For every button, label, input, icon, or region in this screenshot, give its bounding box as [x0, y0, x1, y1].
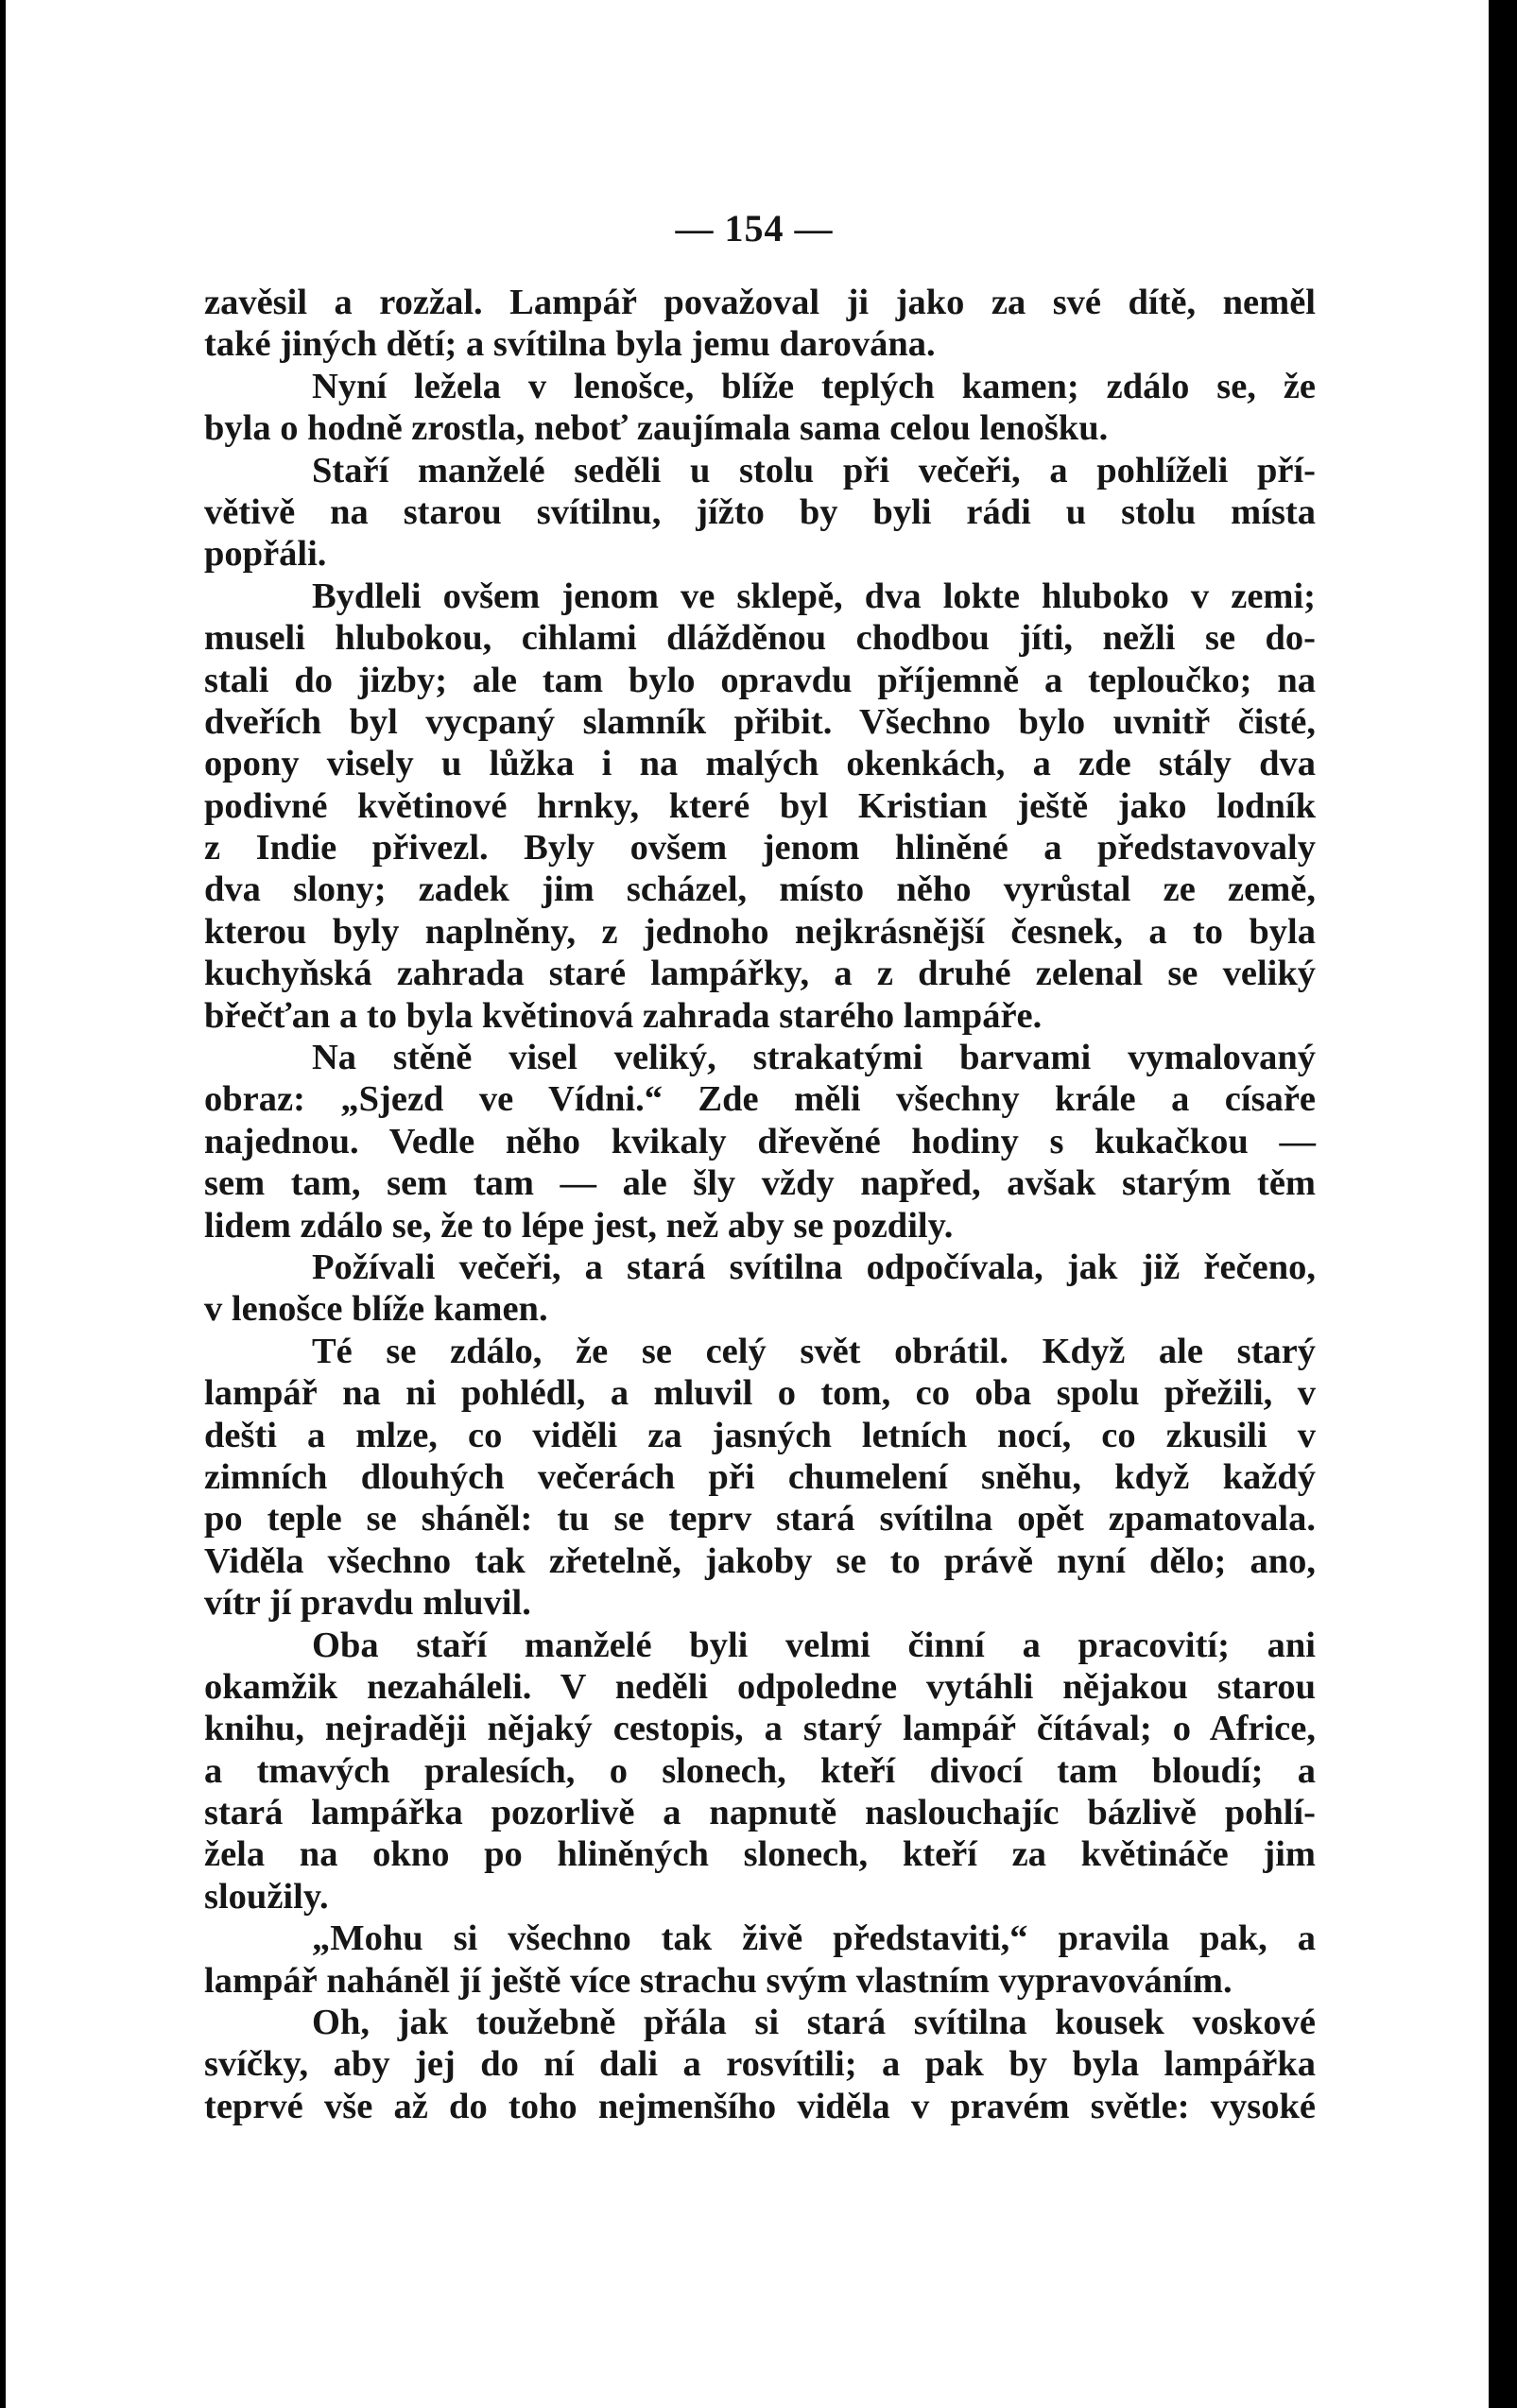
- text-line: po teple se sháněl: tu se teprv stará svítilna opět zpamatovala.: [204, 1499, 1316, 1539]
- text-line: větivě na starou svítilnu, jížto by byli rádi u stolu místa: [204, 491, 1316, 532]
- text-line: žela na okno po hliněných slonech, kteří za květináče jim: [204, 1834, 1316, 1875]
- text-line: Staří manželé seděli u stolu při večeři, a pohlíželi pří-: [312, 450, 1316, 490]
- text-line: dešti a mlze, co viděli za jasných letních nocí, co zkusili v: [204, 1415, 1316, 1455]
- text-line: lampář na ni pohlédl, a mluvil o tom, co oba spolu přežili, v: [204, 1373, 1316, 1414]
- text-line: Viděla všechno tak zřetelně, jakoby se to právě nyní dělo; ano,: [204, 1540, 1316, 1581]
- text-line: také jiných dětí; a svítilna byla jemu darována.: [204, 324, 936, 365]
- text-line: stará lampářka pozorlivě a napnutě naslouchajíc bázlivě pohlí-: [204, 1793, 1316, 1833]
- text-line: svíčky, aby jej do ní dali a rosvítili; a pak by byla lampářka: [204, 2044, 1316, 2085]
- text-line: opony visely u lůžka i na malých okenkách, a zde stály dva: [204, 744, 1316, 784]
- text-line: dva slony; zadek jim scházel, místo něho vyrůstal ze země,: [204, 869, 1316, 910]
- text-line: Oh, jak toužebně přála si stará svítilna kousek voskové: [312, 2003, 1316, 2043]
- text-line: zimních dlouhých večerách při chumelení sněhu, když každý: [204, 1456, 1316, 1497]
- text-line: Požívali večeři, a stará svítilna odpočívala, jak již řečeno,: [312, 1247, 1316, 1287]
- text-line: z Indie přivezl. Byly ovšem jenom hliněné a představovaly: [204, 828, 1316, 869]
- text-line: kterou byly naplněny, z jednoho nejkrásnější česnek, a to byla: [204, 911, 1316, 952]
- text-line: Bydleli ovšem jenom ve sklepě, dva lokte hluboko v zemi;: [312, 576, 1316, 616]
- text-line: zavěsil a rozžal. Lampář považoval ji jako za své dítě, neměl: [204, 283, 1316, 322]
- text-line: Nyní ležela v lenošce, blíže teplých kamen; zdálo se, že: [312, 366, 1316, 406]
- text-line: „Mohu si všechno tak živě představiti,“ pravila pak, a: [312, 1918, 1316, 1959]
- scan-edge: [1489, 0, 1503, 2408]
- text-line: teprvé vše až do toho nejmenšího viděla v pravém světle: vysoké: [204, 2086, 1316, 2126]
- book-page: [6, 0, 1503, 2408]
- body-text: [204, 282, 1316, 2127]
- text-line: lampář naháněl jí ještě více strachu svým vlastním vypravováním.: [204, 1960, 1233, 2001]
- text-line: vítr jí pravdu mluvil.: [204, 1583, 531, 1624]
- text-line: břečťan a to byla květinová zahrada starého lampáře.: [204, 995, 1043, 1036]
- text-line: obraz: „Sjezd ve Vídni.“ Zde měli všechny krále a císaře: [204, 1079, 1316, 1120]
- text-line: knihu, nejraději nějaký cestopis, a starý lampář čítával; o Africe,: [204, 1709, 1316, 1749]
- text-line: lidem zdálo se, že to lépe jest, než aby se pozdily.: [204, 1205, 954, 1246]
- text-line: kuchyňská zahrada staré lampářky, a z druhé zelenal se veliký: [204, 954, 1316, 994]
- text-line: byla o hodně zrostla, neboť zaujímala sama celou lenošku.: [204, 408, 1109, 449]
- text-line: stali do jizby; ale tam bylo opravdu příjemně a teploučko; na: [204, 660, 1316, 700]
- text-line: Té se zdálo, že se celý svět obrátil. Když ale starý: [312, 1331, 1316, 1371]
- page-number: — 154 —: [675, 207, 834, 249]
- text-line: a tmavých pralesích, o slonech, kteří divocí tam bloudí; a: [204, 1750, 1316, 1791]
- text-line: Oba staří manželé byli velmi činní a pracovití; ani: [312, 1625, 1316, 1665]
- text-line: Na stěně visel veliký, strakatými barvami vymalovaný: [312, 1038, 1316, 1078]
- text-line: popřáli.: [204, 534, 327, 575]
- text-line: museli hlubokou, cihlami dlážděnou chodbou jíti, nežli se do-: [204, 618, 1316, 659]
- text-line: podivné květinové hrnky, které byl Kristian ještě jako lodník: [204, 785, 1316, 826]
- text-line: okamžik nezaháleli. V neděli odpoledne vytáhli nějakou starou: [204, 1666, 1316, 1707]
- text-line: sloužily.: [204, 1876, 329, 1917]
- text-line: v lenošce blíže kamen.: [204, 1289, 548, 1330]
- text-line: najednou. Vedle něho kvikaly dřevěné hodiny s kukačkou —: [204, 1121, 1316, 1161]
- text-line: sem tam, sem tam — ale šly vždy napřed, avšak starým těm: [204, 1163, 1316, 1204]
- text-line: dveřích byl vycpaný slamník přibit. Všechno bylo uvnitř čisté,: [204, 701, 1316, 742]
